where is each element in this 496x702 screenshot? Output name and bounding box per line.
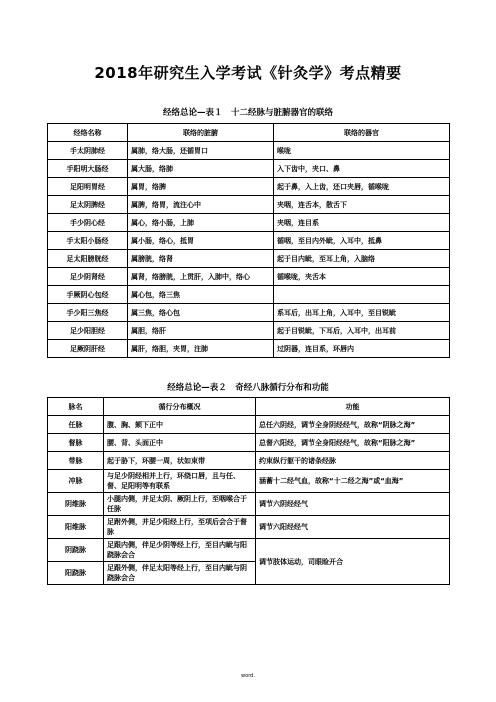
page-title: 2018年研究生入学考试《针灸学》考点精要 (94, 64, 402, 82)
column-header: 功能 (256, 398, 450, 416)
table-row (48, 516, 450, 539)
vessel-name: 带脉 (48, 452, 104, 470)
vessel-name: 阴跷脉 (48, 539, 104, 562)
linked-organs: 属大肠，络肺 (128, 160, 274, 178)
vessel-function: 总任六阴经，调节全身阴经经气，故称“阴脉之海” (256, 416, 450, 434)
page-footer: word. (241, 673, 255, 679)
meridian-name: 手少阳三焦经 (48, 304, 128, 322)
linked-organs: 属肺，络大肠，还循胃口 (128, 142, 274, 160)
table-row (48, 250, 450, 268)
linked-organs: 属肝，络胆，夹胃，注肺 (128, 340, 274, 358)
vessel-name: 督脉 (48, 434, 104, 452)
linked-organs: 属小肠，络心，抵胃 (128, 232, 274, 250)
vessel-name: 阳跷脉 (48, 562, 104, 585)
linked-organs: 属膀胱，络肾 (128, 250, 274, 268)
vessel-name: 任脉 (48, 416, 104, 434)
linked-organs: 属胃，络脾 (128, 178, 274, 196)
linked-organs: 属三焦，络心包 (128, 304, 274, 322)
meridian-organ-table (47, 123, 450, 358)
meridian-name: 手阳明大肠经 (48, 160, 128, 178)
linked-sense-organs: 循咽，至目内外眦，入耳中，抵鼻 (274, 232, 450, 250)
column-header: 经络名称 (48, 124, 128, 142)
meridian-name: 足太阳膀胱经 (48, 250, 128, 268)
table-row (48, 214, 450, 232)
table-row (48, 539, 450, 562)
linked-sense-organs: 喉咙 (274, 142, 450, 160)
linked-organs: 属心，络小肠，上肺 (128, 214, 274, 232)
vessel-route: 足跟外侧，伴足太阳等经上行，至目内眦与阴跷脉会合 (104, 562, 256, 585)
linked-sense-organs: 过阴器，连目系，环唇内 (274, 340, 450, 358)
linked-sense-organs: 起于鼻，入上齿，还口夹唇，循喉咙 (274, 178, 450, 196)
meridian-name: 足阳明胃经 (48, 178, 128, 196)
linked-organs: 属肾，络膀胱，上贯肝，入肺中，络心 (128, 268, 274, 286)
meridian-name: 足太阴脾经 (48, 196, 128, 214)
table-row (48, 196, 450, 214)
vessel-name: 阳维脉 (48, 516, 104, 539)
table1-caption: 经络总论—表１ 十二经脉与脏腑器官的联络 (162, 108, 333, 118)
meridian-name: 手太阳小肠经 (48, 232, 128, 250)
table-row (48, 493, 450, 516)
meridian-name: 足少阴肾经 (48, 268, 128, 286)
linked-sense-organs: 循喉咙，夹舌本 (274, 268, 450, 286)
vessel-route: 腹、胸、颏下正中 (104, 416, 256, 434)
table-row (48, 304, 450, 322)
table-row (48, 322, 450, 340)
linked-sense-organs: 系耳后，出耳上角，入耳中，至目锐眦 (274, 304, 450, 322)
vessel-route: 与足少阴经相并上行，环绕口唇，且与任、督、足阳明等有联系 (104, 470, 256, 493)
meridian-name: 手太阴肺经 (48, 142, 128, 160)
vessel-function: 总督六阳经，调节全身阳经经气，故称“阳脉之海” (256, 434, 450, 452)
linked-sense-organs (274, 286, 450, 304)
meridian-name: 足少阳胆经 (48, 322, 128, 340)
vessel-name: 阴维脉 (48, 493, 104, 516)
vessel-function: 调节六阳经经气 (256, 516, 450, 539)
table-row (48, 340, 450, 358)
linked-sense-organs: 起于目锐眦，下耳后，入耳中，出耳前 (274, 322, 450, 340)
meridian-name: 手厥阴心包经 (48, 286, 128, 304)
vessel-route: 足跗外侧，并足少阳经上行，至项后会合于督脉 (104, 516, 256, 539)
linked-sense-organs: 夹咽，连舌本，散舌下 (274, 196, 450, 214)
column-header: 脉名 (48, 398, 104, 416)
vessel-route: 足跟内侧，伴足少阴等经上行，至目内眦与阳跷脉会合 (104, 539, 256, 562)
vessel-route: 小腿内侧，并足太阴、厥阴上行，至咽喉合于任脉 (104, 493, 256, 516)
table-row (48, 178, 450, 196)
linked-organs: 属脾，络胃，流注心中 (128, 196, 274, 214)
table-row (48, 286, 450, 304)
table-row (48, 452, 450, 470)
linked-sense-organs: 入下齿中，夹口、鼻 (274, 160, 450, 178)
meridian-name: 足厥阴肝经 (48, 340, 128, 358)
linked-sense-organs: 起于目内眦，至耳上角，入脑络 (274, 250, 450, 268)
vessel-function: 调节六阴经经气 (256, 493, 450, 516)
linked-sense-organs: 夹咽，连目系 (274, 214, 450, 232)
meridian-name: 手少阴心经 (48, 214, 128, 232)
vessel-function: 调节肢体运动，司眼睑开合 (256, 539, 450, 585)
vessel-function: 涵蓄十二经气血，故称“十二经之海”或“血海” (256, 470, 450, 493)
linked-organs: 属胆，络肝 (128, 322, 274, 340)
vessel-route: 腰、背、头面正中 (104, 434, 256, 452)
column-header: 循行分布概况 (104, 398, 256, 416)
table-row (48, 160, 450, 178)
table-row (48, 232, 450, 250)
vessel-route: 起于胁下，环腰一周，状如束带 (104, 452, 256, 470)
extra-meridians-table (47, 397, 450, 585)
table-row (48, 434, 450, 452)
vessel-name: 冲脉 (48, 470, 104, 493)
vessel-function: 约束纵行躯干的诸条经脉 (256, 452, 450, 470)
table-row (48, 470, 450, 493)
table2-caption: 经络总论—表２ 奇经八脉循行分布和功能 (167, 383, 329, 393)
linked-organs: 属心包，络三焦 (128, 286, 274, 304)
table-row (48, 416, 450, 434)
table-row (48, 268, 450, 286)
column-header: 联络的脏腑 (128, 124, 274, 142)
table-row (48, 142, 450, 160)
table-header-row (48, 398, 450, 416)
table-header-row (48, 124, 450, 142)
column-header: 联络的器官 (274, 124, 450, 142)
